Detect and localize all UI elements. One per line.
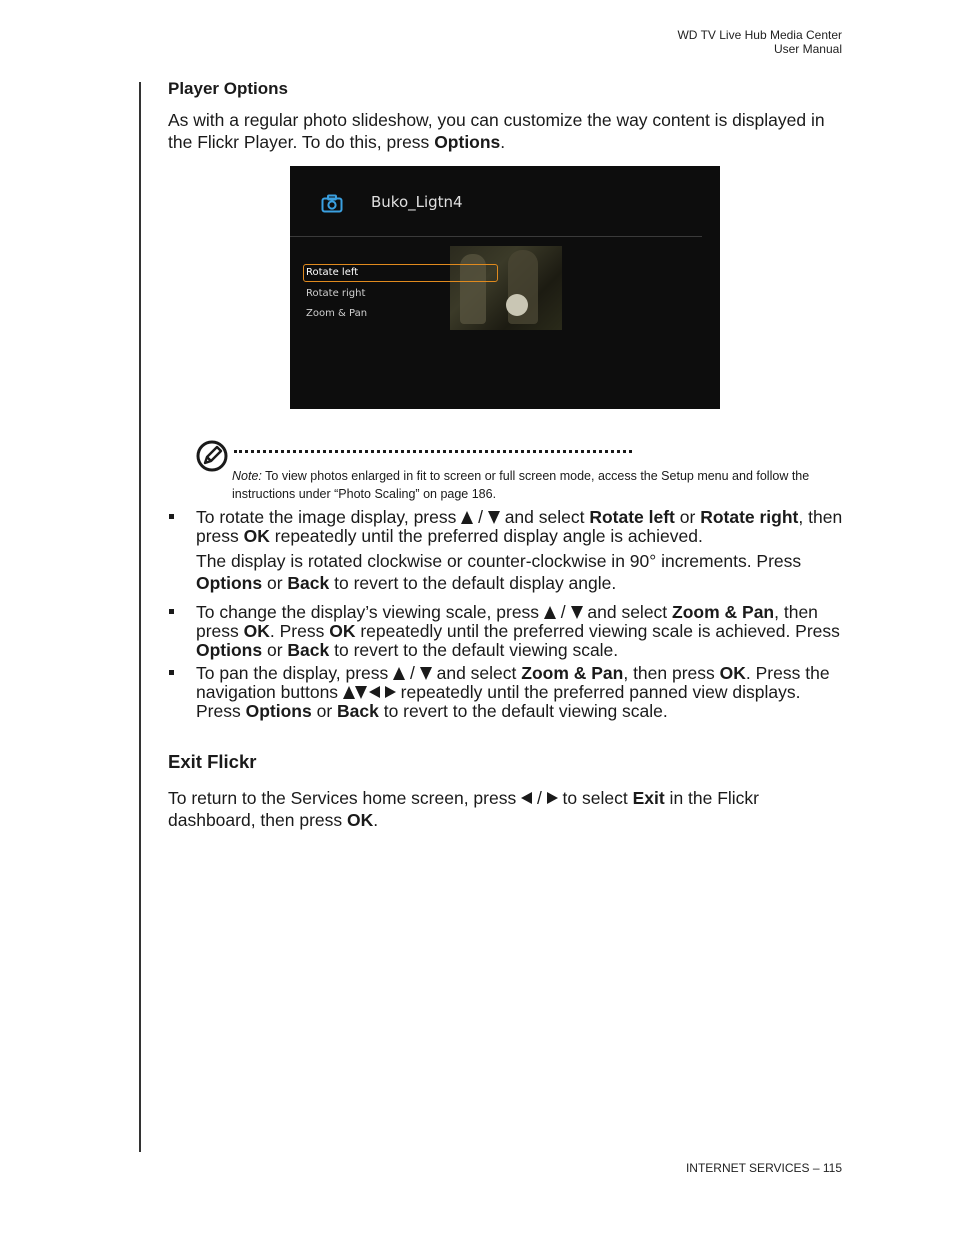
zoom-pan-bold: Zoom & Pan: [672, 602, 775, 622]
zoom-pan-bold: Zoom & Pan: [521, 663, 624, 683]
back-bold: Back: [337, 701, 379, 721]
text: repeatedly until the preferred display angle is achieved.: [269, 526, 703, 546]
text: or: [262, 640, 288, 660]
options-bold: Options: [196, 640, 263, 660]
bullet-list: [168, 508, 848, 721]
menu-item-zoom-pan[interactable]: Zoom & Pan: [306, 308, 368, 319]
up-arrow-icon: [393, 667, 405, 680]
right-arrow-icon: [385, 686, 396, 698]
player-options-section: [168, 78, 840, 153]
text: .: [373, 810, 379, 830]
bullet-zoom: [168, 603, 848, 660]
options-bold: Options: [196, 573, 263, 593]
bullet-marker: [169, 670, 174, 675]
text: To return to the Services home screen, press: [168, 788, 522, 808]
options-bold: Options: [245, 701, 312, 721]
bullet-marker: [169, 514, 174, 519]
text: or: [262, 573, 288, 593]
exit-bold: Exit: [632, 788, 665, 808]
note-text: [232, 467, 842, 503]
text: to select: [557, 788, 633, 808]
note-pencil-icon: [196, 440, 228, 477]
left-margin-rule: [139, 82, 141, 1152]
header-title: WD TV Live Hub Media Center: [677, 28, 842, 42]
ok-bold: OK: [329, 621, 356, 641]
bullet-marker: [169, 609, 174, 614]
text: To rotate the image display, press: [196, 507, 462, 527]
page-footer: INTERNET SERVICES – 115: [685, 1161, 842, 1175]
exit-flickr-section: [168, 751, 840, 831]
player-options-heading: Player Options: [168, 79, 288, 98]
text: and select: [582, 602, 673, 622]
down-arrow-icon: [420, 667, 432, 680]
text: and select: [431, 663, 522, 683]
bullet-rotate: [168, 508, 848, 594]
flickr-player-screenshot: [290, 166, 720, 409]
text: /: [532, 788, 547, 808]
note-body: To view photos enlarged in fit to screen or full screen mode, access the Setup menu and follow the instructions under “Photo Scaling” on page 186.: [232, 469, 810, 501]
camera-icon: [321, 194, 343, 219]
text: , then press: [623, 663, 720, 683]
text: , then press: [196, 602, 818, 641]
text: /: [405, 663, 420, 683]
photo-title: Buko_Ligtn4: [371, 193, 463, 211]
text: , then press: [196, 507, 843, 546]
page-header: [677, 28, 842, 56]
back-bold: Back: [287, 573, 330, 593]
intro-end: .: [500, 132, 506, 152]
text: to revert to the default viewing scale.: [378, 701, 668, 721]
right-arrow-icon: [547, 792, 558, 804]
exit-flickr-heading: Exit Flickr: [168, 751, 257, 772]
rotate-right-bold: Rotate right: [700, 507, 799, 527]
menu-item-rotate-right[interactable]: Rotate right: [306, 288, 366, 299]
text: To change the display’s viewing scale, press: [196, 602, 544, 622]
up-arrow-icon: [461, 511, 473, 524]
text: or: [674, 507, 701, 527]
ok-bold: OK: [719, 663, 746, 683]
intro-text: As with a regular photo slideshow, you can customize the way content is displayed in the Flickr Player. To do this, press: [168, 110, 825, 152]
down-arrow-icon: [488, 511, 500, 524]
text: to revert to the default viewing scale.: [329, 640, 619, 660]
screen-divider: [290, 236, 702, 237]
text: to revert to the default display angle.: [329, 573, 617, 593]
text: /: [555, 602, 571, 622]
photo-thumbnail: [450, 246, 562, 330]
exit-flickr-text: [168, 787, 840, 831]
up-arrow-icon: [343, 686, 355, 699]
rotate-left-bold: Rotate left: [589, 507, 675, 527]
rotate-detail: [196, 550, 848, 594]
bullet-pan: [168, 664, 848, 721]
menu-item-rotate-left[interactable]: Rotate left: [303, 264, 498, 282]
player-options-intro: [168, 109, 840, 153]
left-arrow-icon: [369, 686, 380, 698]
back-bold: Back: [287, 640, 330, 660]
text: To pan the display, press: [196, 663, 394, 683]
note-dotted-rule: [234, 450, 632, 453]
photo-banjo: [506, 294, 528, 316]
text: The display is rotated clockwise or counter-clockwise in 90° increments. Press: [196, 551, 802, 571]
text: repeatedly until the preferred panned view displays. Press: [196, 682, 801, 721]
note-label: Note:: [232, 469, 262, 483]
text: and select: [499, 507, 590, 527]
text: in the Flickr dashboard, then press: [168, 788, 760, 830]
ok-bold: OK: [347, 810, 374, 830]
text: . Press the navigation buttons: [196, 663, 830, 702]
text: repeatedly until the preferred viewing scale is achieved. Press: [355, 621, 840, 641]
ok-bold: OK: [243, 526, 270, 546]
text: . Press: [269, 621, 330, 641]
down-arrow-icon: [355, 686, 367, 699]
intro-options-bold: Options: [434, 132, 501, 152]
up-arrow-icon: [544, 606, 556, 619]
text: /: [473, 507, 488, 527]
text: or: [311, 701, 338, 721]
ok-bold: OK: [243, 621, 270, 641]
down-arrow-icon: [571, 606, 583, 619]
header-subtitle: User Manual: [773, 42, 842, 56]
left-arrow-icon: [521, 792, 532, 804]
